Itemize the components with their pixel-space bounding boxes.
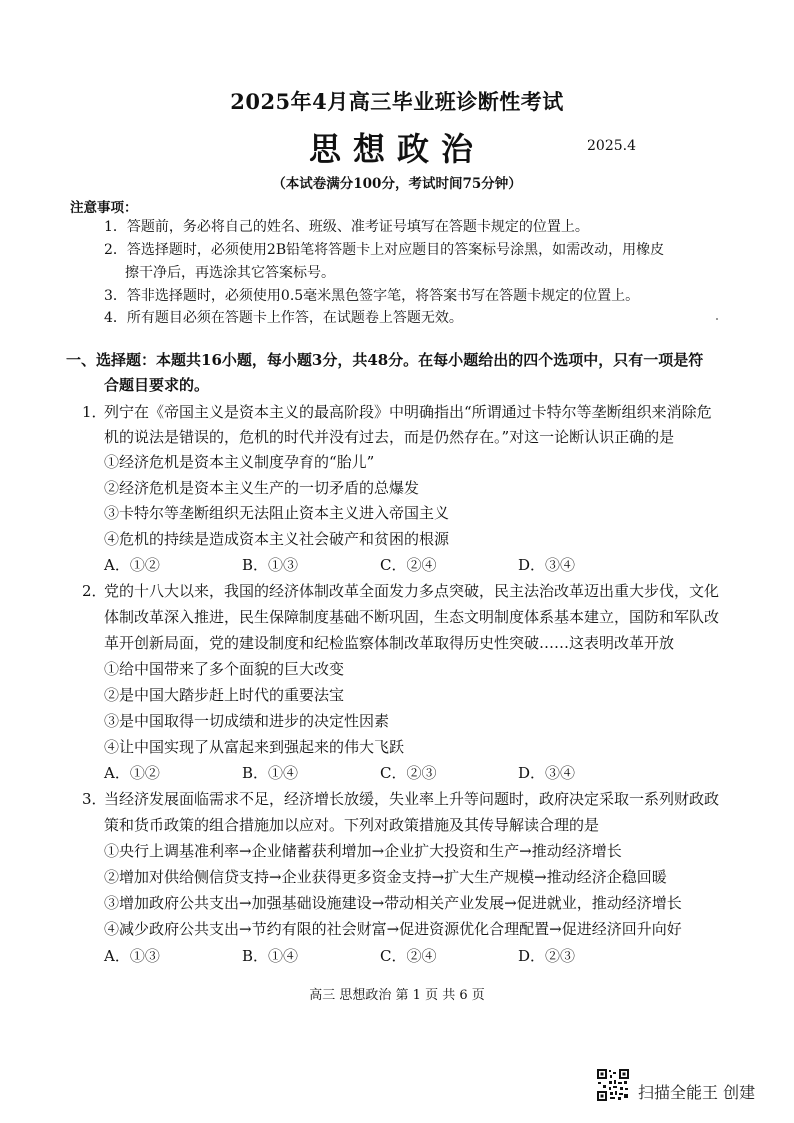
answer-choice-d: D．③④ [518,556,576,574]
question-stem-line: 当经济发展面临需求不足，经济增长放缓，失业率上升等问题时，政府决定采取一系列财政政 [104,790,720,808]
statement-option: ①央行上调基准利率→企业储蓄获利增加→企业扩大投资和生产→推动经济增长 [104,842,622,860]
answer-choice-b: B．①③ [242,556,299,574]
question-stem-line: 革开创新局面，党的建设制度和纪检监察体制改革取得历史性突破……这表明改革开放 [104,634,675,652]
answer-choice-c: C．②④ [380,556,437,574]
answer-choice-a: A．①② [104,764,160,782]
section-heading-line-2: 合题目要求的。 [104,376,210,394]
statement-option: ③是中国取得一切成绩和进步的决定性因素 [104,712,390,730]
answer-choice-b: B．①④ [242,947,299,965]
question-number: 1． [82,403,107,421]
question-number: 2． [82,582,107,600]
statement-option: ②增加对供给侧信贷支持→企业获得更多资金支持→扩大生产规模→推动经济企稳回暖 [104,868,667,886]
answer-choice-c: C．②④ [380,947,437,965]
statement-option: ④危机的持续是造成资本主义社会破产和贫困的根源 [104,530,450,548]
notice-heading: 注意事项： [70,200,138,216]
answer-choice-a: A．①② [104,556,160,574]
statement-option: ①给中国带来了多个面貌的巨大改变 [104,660,345,678]
notice-item-2-continuation: 擦干净后，再选涂其它答案标号。 [125,265,335,281]
statement-option: ①经济危机是资本主义制度孕育的“胎儿” [104,453,375,471]
exam-title: 2025年4月高三毕业班诊断性考试 [230,89,564,114]
notice-item-3: 3．答非选择题时，必须使用0.5毫米黑色签字笔，将答案书写在答题卡规定的位置上。 [104,288,640,304]
question-number: 3． [82,790,107,808]
question-stem-line: 党的十八大以来，我国的经济体制改革全面发力多点突破，民主法治改革迈出重大步伐，文化 [104,582,720,600]
qr-code-icon [596,1068,630,1102]
notice-item-1: 1．答题前，务必将自己的姓名、班级、准考证号填写在答题卡规定的位置上。 [104,219,589,235]
answer-choices [104,945,664,965]
question-stem-line: 策和货币政策的组合措施加以应对。下列对政策措施及其传导解读合理的是 [104,816,600,834]
notice-item-2: 2．答选择题时，必须使用2B铅笔将答题卡上对应题目的答案标号涂黑，如需改动，用橡皮 [104,242,665,258]
question-stem-line: 列宁在《帝国主义是资本主义的最高阶段》中明确指出“所谓通过卡特尔等垄断组织来消除危 [104,403,712,421]
question-stem-line: 体制改革深入推进，民生保障制度基础不断巩固，生态文明制度体系基本建立，国防和军队改 [104,608,720,626]
statement-option: ③增加政府公共支出→加强基础设施建设→带动相关产业发展→促进就业，推动经济增长 [104,894,682,912]
answer-choice-d: D．③④ [518,764,576,782]
statement-option: ③卡特尔等垄断组织无法阻止资本主义进入帝国主义 [104,504,450,522]
answer-choice-d: D．②③ [518,947,576,965]
answer-choice-c: C．②③ [380,764,437,782]
scan-speck [716,318,718,320]
scanner-watermark: 扫描全能王 创建 [638,1083,756,1102]
subject-title: 思想政治 [308,130,485,168]
statement-option: ②是中国大踏步赶上时代的重要法宝 [104,686,345,704]
notice-item-4: 4．所有题目必须在答题卡上作答，在试题卷上答题无效。 [104,310,463,326]
page-footer: 高三 思想政治 第 1 页 共 6 页 [309,988,485,1003]
answer-choice-b: B．①④ [242,764,299,782]
statement-option: ②经济危机是资本主义生产的一切矛盾的总爆发 [104,479,420,497]
statement-option: ④让中国实现了从富起来到强起来的伟大飞跃 [104,738,405,756]
statement-option: ④减少政府公共支出→节约有限的社会财富→促进资源优化合理配置→促进经济回升向好 [104,920,682,938]
answer-choices [104,554,664,574]
answer-choices [104,762,664,782]
section-heading-line-1: 一、选择题：本题共16小题，每小题3分，共48分。在每小题给出的四个选项中，只有一项是符 [66,351,704,369]
answer-choice-a: A．①③ [104,947,160,965]
question-stem-line: 机的说法是错误的，危机的时代并没有过去，而是仍然存在。”对这一论断认识正确的是 [104,428,675,446]
exam-date: 2025.4 [587,138,636,154]
exam-duration-note: （本试卷满分100分，考试时间75分钟） [272,176,522,192]
